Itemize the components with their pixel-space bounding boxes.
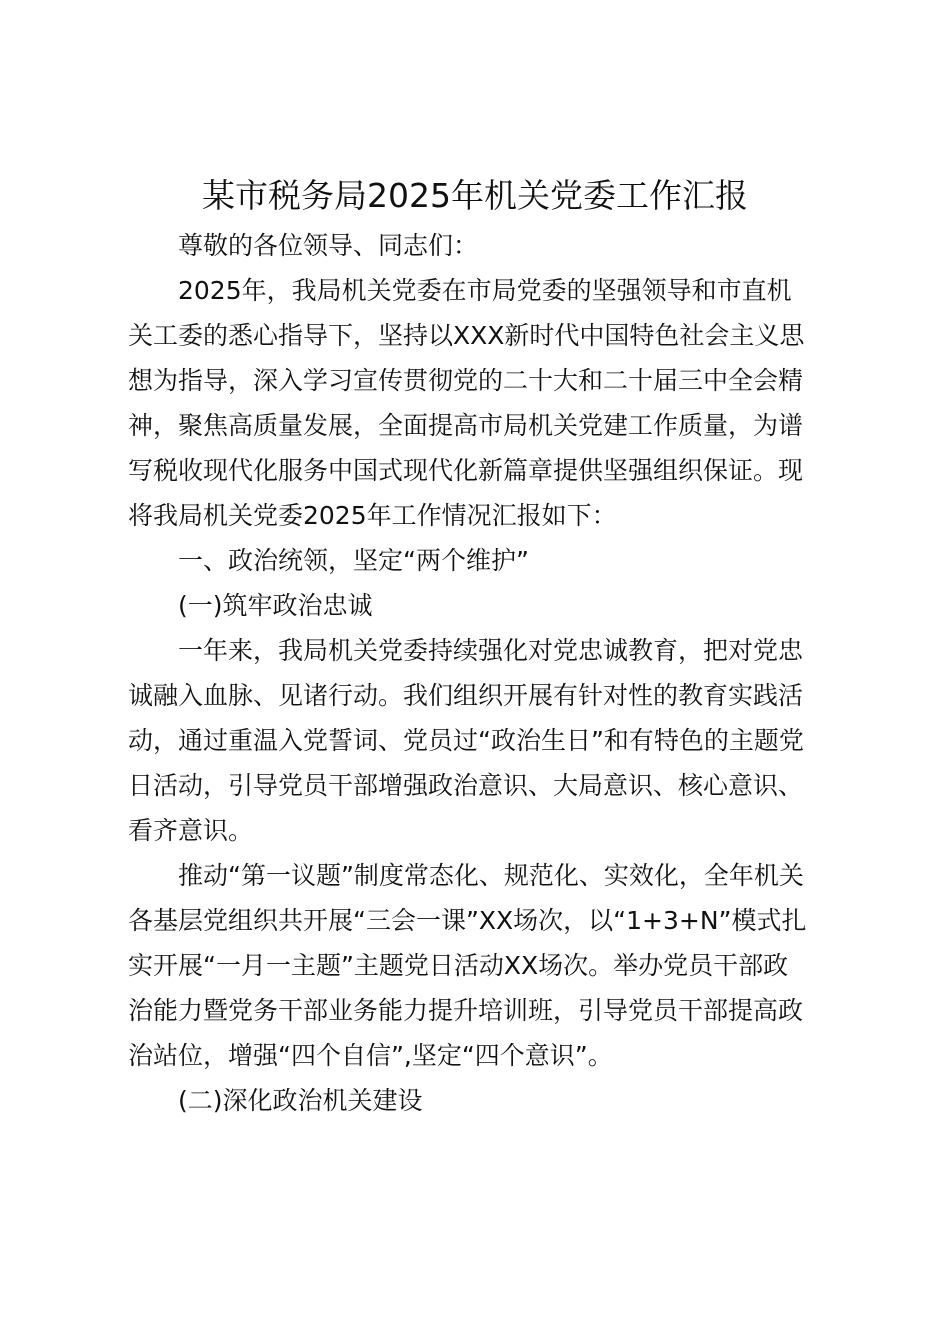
document-body	[128, 223, 828, 1123]
text-line: 看齐意识。	[128, 816, 254, 845]
text-line: 诚融入血脉、见诸行动。我们组织开展有针对性的教育实践活	[128, 681, 804, 710]
text-line: 实开展“一月一主题”主题党日活动XX场次。举办党员干部政	[128, 951, 789, 980]
text-line: 治能力暨党务干部业务能力提升培训班，引导党员干部提高政	[128, 996, 804, 1025]
text-line: 一、政治统领，坚定“两个维护”	[178, 546, 529, 575]
text-line: 2025年，我局机关党委在市局党委的坚强领导和市直机	[178, 276, 792, 305]
text-line: (二)深化政治机关建设	[178, 1086, 423, 1115]
text-line: 关工委的悉心指导下，坚持以XXX新时代中国特色社会主义思	[128, 321, 805, 350]
text-line: 各基层党组织共开展“三会一课”XX场次，以“1+3+N”模式扎	[128, 906, 807, 935]
document-title: 某市税务局2025年机关党委工作汇报	[202, 176, 748, 215]
text-line: (一)筑牢政治忠诚	[178, 591, 373, 620]
text-line: 尊敬的各位领导、同志们：	[178, 231, 479, 260]
text-line: 日活动，引导党员干部增强政治意识、大局意识、核心意识、	[128, 771, 804, 800]
text-line: 一年来，我局机关党委持续强化对党忠诚教育，把对党忠	[178, 636, 804, 665]
text-line: 动，通过重温入党誓词、党员过“政治生日”和有特色的主题党	[128, 726, 804, 755]
text-line: 将我局机关党委2025年工作情况汇报如下：	[128, 501, 617, 530]
text-line: 想为指导，深入学习宣传贯彻党的二十大和二十届三中全会精	[128, 366, 804, 395]
text-line: 治站位，增强“四个自信”,坚定“四个意识”。	[128, 1041, 613, 1070]
text-line: 推动“第一议题”制度常态化、规范化、实效化，全年机关	[178, 861, 804, 890]
text-line: 写税收现代化服务中国式现代化新篇章提供坚强组织保证。现	[128, 456, 804, 485]
text-line: 神，聚焦高质量发展，全面提高市局机关党建工作质量，为谱	[128, 411, 804, 440]
